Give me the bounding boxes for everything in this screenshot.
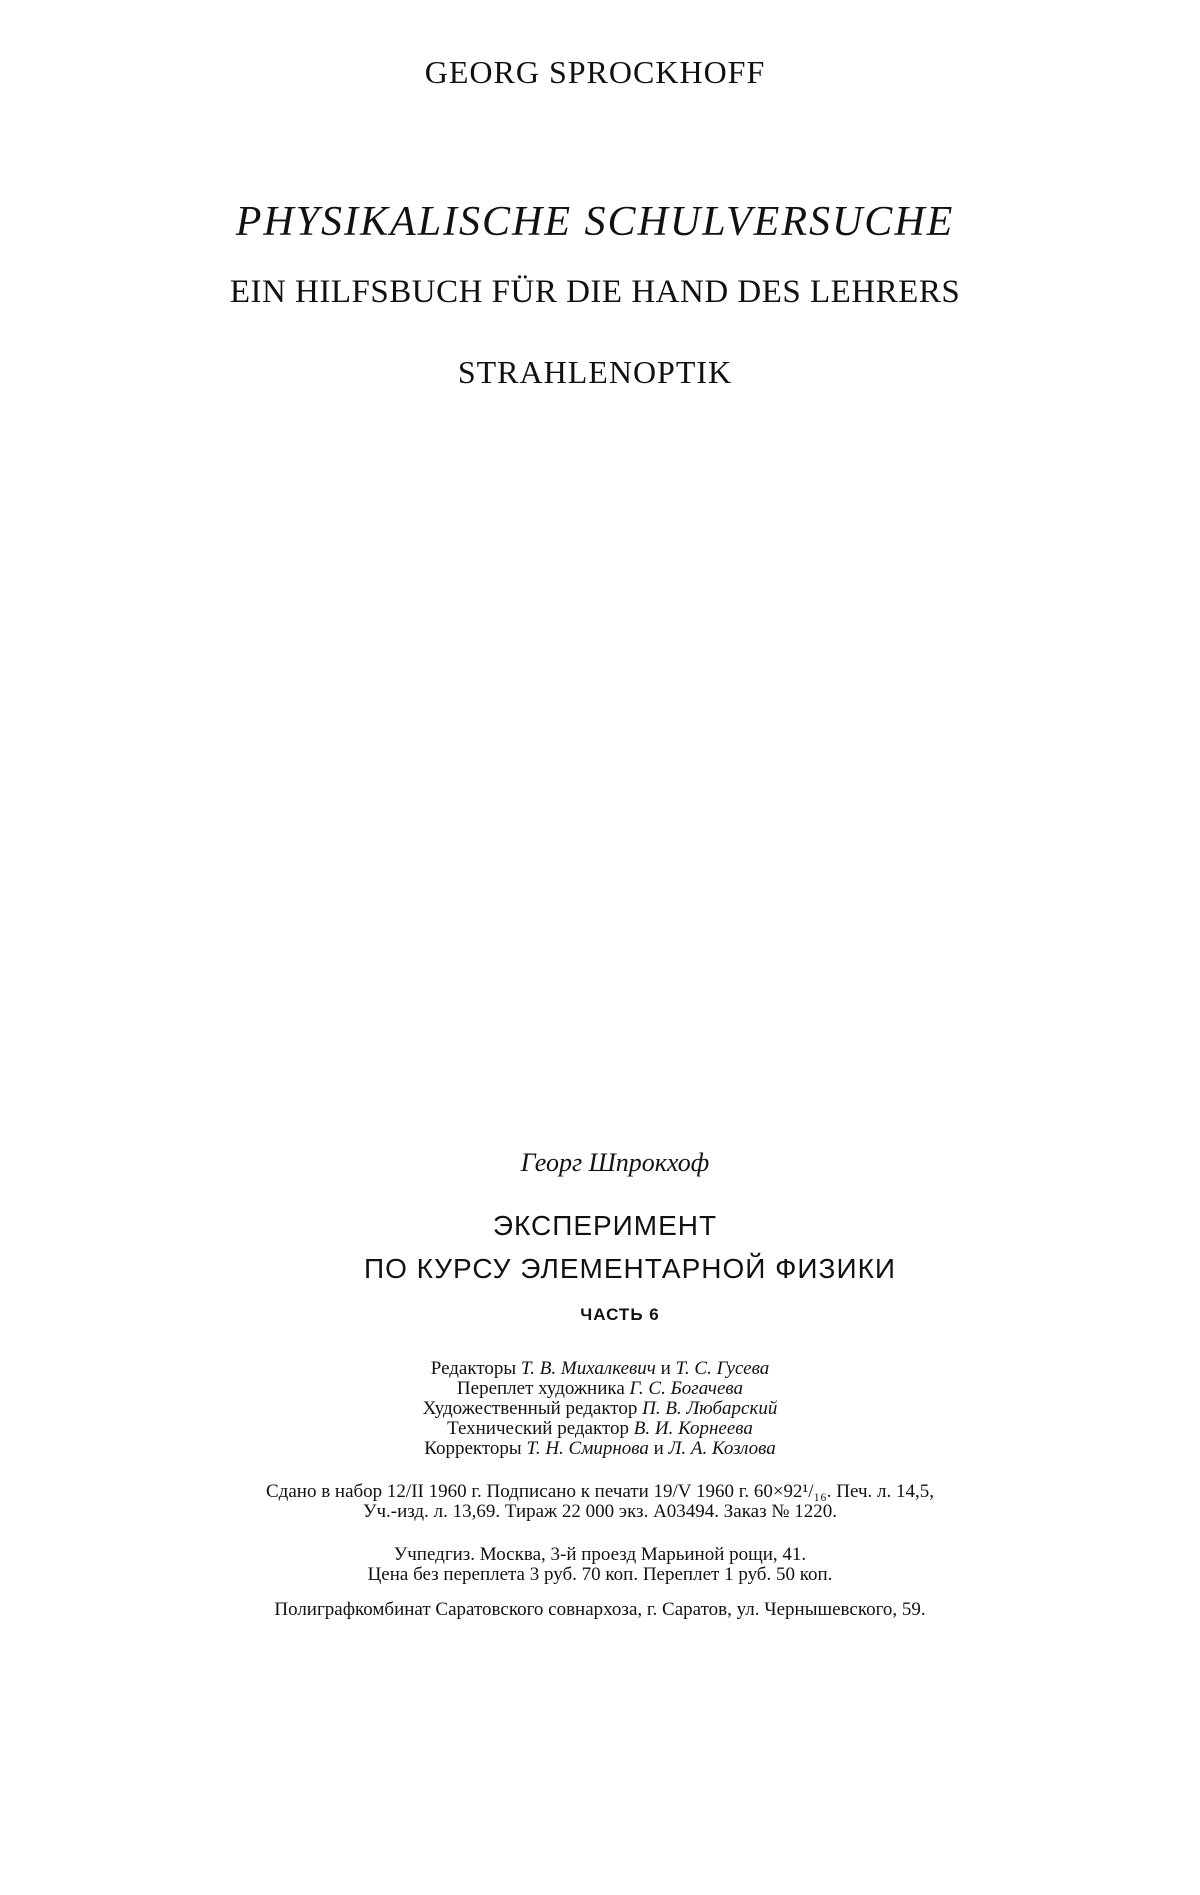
- russian-title: ЭКСПЕРИМЕНТ: [492, 1210, 718, 1241]
- credit-name: Т. С. Гусева: [675, 1358, 770, 1379]
- credit-proofreaders: [0, 1439, 1200, 1459]
- german-title: PHYSIKALISCHE SCHULVERSUCHE: [235, 199, 955, 245]
- russian-author: Георг Шпрокхоф: [520, 1148, 710, 1177]
- german-subtitle: EIN HILFSBUCH FÜR DIE HAND DES LEHRERS: [229, 274, 961, 310]
- credit-role: Корректоры: [424, 1438, 522, 1459]
- credit-role: Художественный редактор: [422, 1398, 638, 1419]
- credit-name: П. В. Любарский: [642, 1398, 778, 1419]
- credit-role: Переплет художника: [456, 1378, 625, 1399]
- german-author: GEORG SPROCKHOFF: [424, 54, 766, 90]
- credit-name: Т. Н. Смирнова: [526, 1438, 649, 1459]
- imprint-line: Сдано в набор 12/II 1960 г. Подписано к печати 19/V 1960 г. 60×92¹/₁₆. Печ. л. 14,5,: [266, 1481, 934, 1502]
- credit-name: Л. А. Козлова: [668, 1438, 776, 1459]
- imprint-line: Цена без переплета 3 руб. 70 коп. Переплет 1 руб. 50 коп.: [367, 1564, 833, 1585]
- russian-subtitle: ПО КУРСУ ЭЛЕМЕНТАРНОЙ ФИЗИКИ: [363, 1253, 897, 1284]
- credit-binding-artist: [0, 1379, 1200, 1399]
- imprint-line: Учпедгиз. Москва, 3-й проезд Марьиной рощи, 41.: [393, 1544, 807, 1565]
- german-part-title: STRAHLENOPTIK: [457, 354, 733, 390]
- credit-name: В. И. Корнеева: [633, 1418, 753, 1439]
- credit-name: Г. С. Богачева: [629, 1378, 744, 1399]
- imprint-publisher: [0, 1545, 1200, 1585]
- credit-editors: [0, 1359, 1200, 1379]
- imprint-line: Уч.-изд. л. 13,69. Тираж 22 000 экз. А03494. Заказ № 1220.: [363, 1501, 837, 1522]
- imprint-line: Полиграфкомбинат Саратовского совнархоза, г. Саратов, ул. Чернышевского, 59.: [274, 1599, 926, 1620]
- imprint-typesetting: [0, 1482, 1200, 1522]
- russian-part: ЧАСТЬ 6: [580, 1305, 660, 1324]
- credits-block: [0, 1359, 1200, 1459]
- credit-technical-editor: [0, 1419, 1200, 1439]
- credit-role: Технический редактор: [447, 1418, 630, 1439]
- credit-conj: и: [653, 1438, 664, 1459]
- credit-art-editor: [0, 1399, 1200, 1419]
- credit-name: Т. В. Михалкевич: [520, 1358, 656, 1379]
- credit-conj: и: [660, 1358, 671, 1379]
- credit-role: Редакторы: [430, 1358, 517, 1379]
- imprint-printer: [0, 1600, 1200, 1620]
